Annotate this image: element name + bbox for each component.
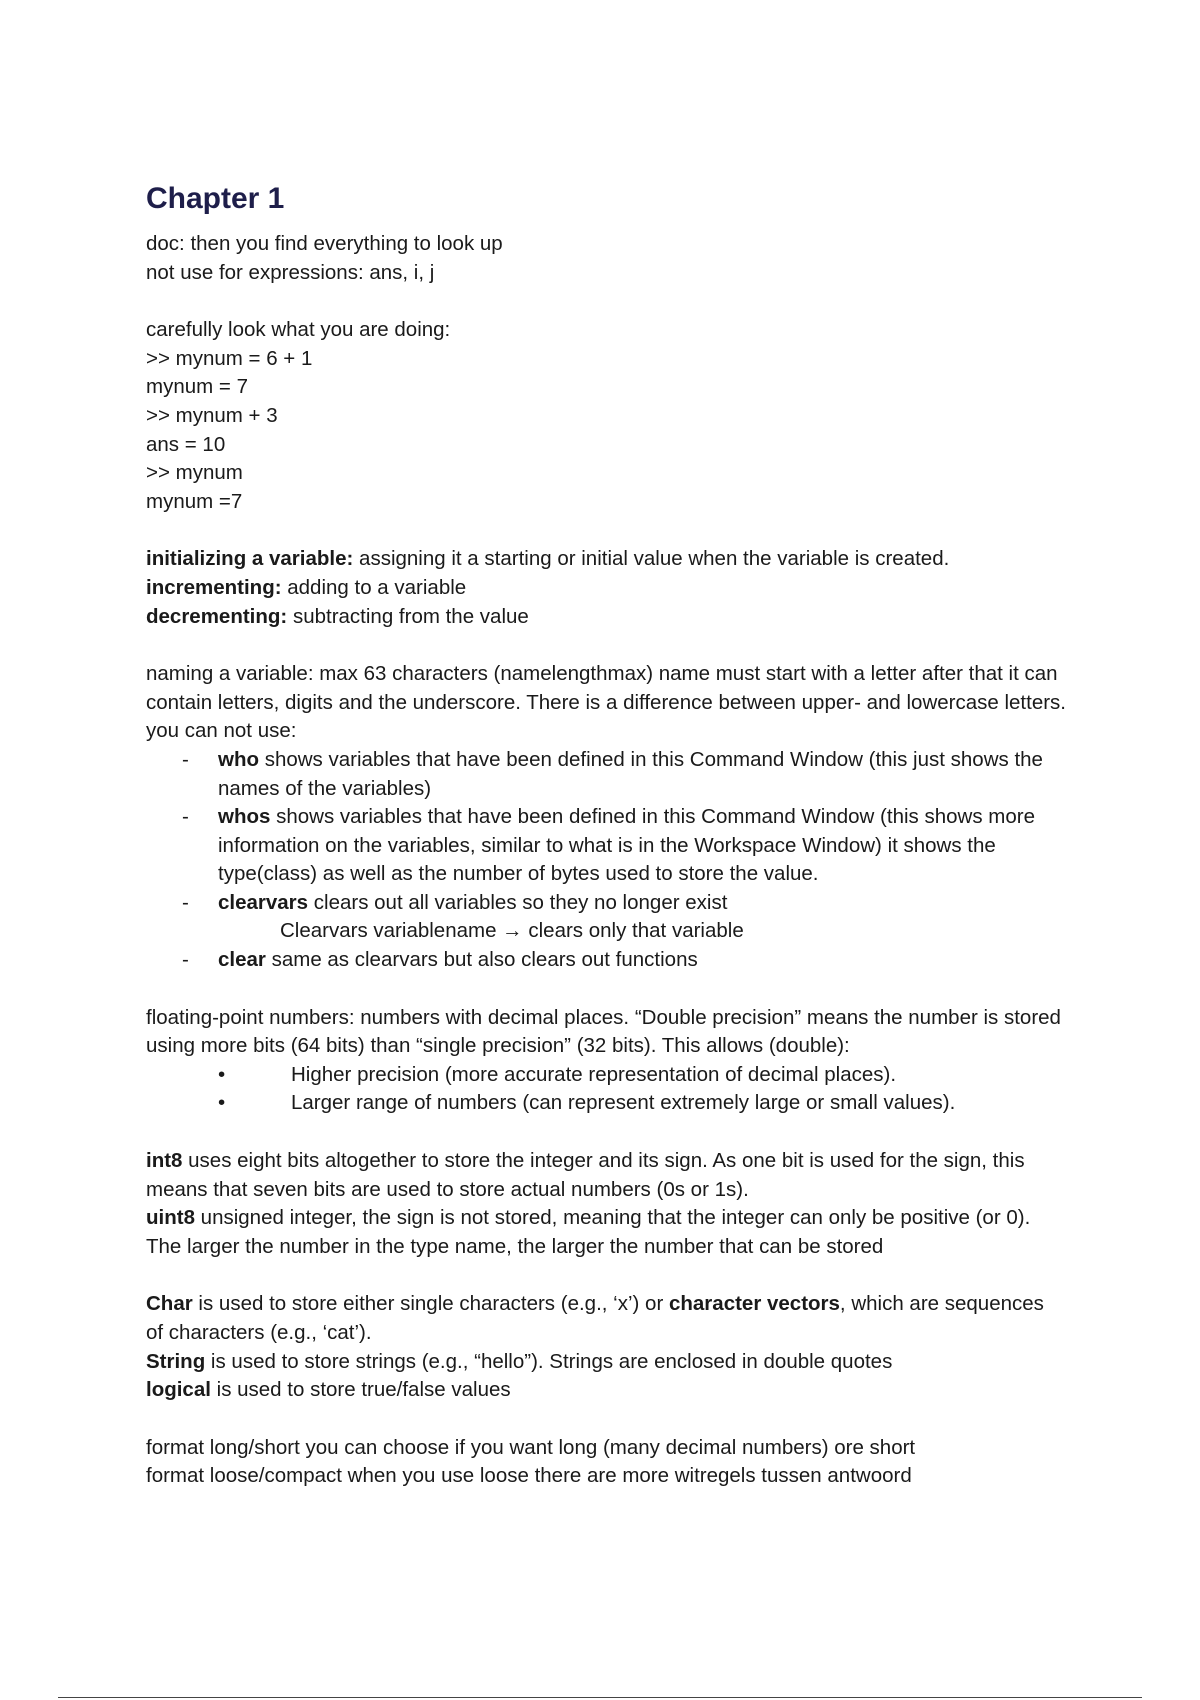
floating-text: floating-point numbers: numbers with decimal places. “Double precision” means the number is stored using more bits (64 bits) than “single precision” (32 bits). This allows (double): — [146, 1005, 1061, 1058]
command-line: ans = 10 — [146, 432, 226, 456]
list-item — [146, 746, 1066, 803]
integer-text: The larger the number in the type name, the larger the number that can be stored — [146, 1234, 884, 1258]
command-description: same as clearvars but also clears out functions — [265, 948, 698, 972]
string-text: is used to store strings (e.g., “hello”). Strings are enclosed in double quotes — [205, 1349, 893, 1373]
floating-section — [146, 1004, 1066, 1118]
command-term: clearvars — [218, 890, 309, 914]
definition-line — [146, 574, 1066, 603]
integer-paragraph — [146, 1147, 1066, 1204]
dash-marker: - — [182, 747, 189, 771]
bullet-marker: • — [218, 1091, 226, 1115]
definitions-section — [146, 545, 1066, 631]
definition-term: decrementing: — [146, 604, 288, 628]
char-paragraph — [146, 1290, 1066, 1347]
command-line: >> mynum = 6 + 1 — [146, 346, 313, 370]
string-term: String — [146, 1349, 206, 1373]
integer-term: uint8 — [146, 1206, 195, 1230]
logical-paragraph — [146, 1376, 1066, 1405]
integer-paragraph — [146, 1233, 1066, 1262]
integer-text: unsigned integer, the sign is not stored, meaning that the integer can only be positive (or 0). — [194, 1206, 1031, 1230]
command-line: >> mynum — [146, 461, 243, 485]
command-line: >> mynum + 3 — [146, 403, 278, 427]
format-line: format long/short you can choose if you want long (many decimal numbers) ore short — [146, 1435, 916, 1459]
char-term: Char — [146, 1292, 193, 1316]
logical-text: is used to store true/false values — [210, 1378, 511, 1402]
intro-section — [146, 230, 1066, 287]
dash-marker: - — [182, 948, 189, 972]
types-section — [146, 1290, 1066, 1404]
command-description: clears out all variables so they no longer exist — [308, 890, 728, 914]
dash-marker: - — [182, 890, 189, 914]
format-line: format loose/compact when you use loose there are more witregels tussen antwoord — [146, 1464, 912, 1488]
bullet-text: Larger range of numbers (can represent extremely large or small values). — [291, 1091, 956, 1115]
dash-marker: - — [182, 805, 189, 829]
command-term: clear — [218, 948, 266, 972]
double-benefits-list — [146, 1061, 1066, 1118]
command-term: whos — [218, 805, 271, 829]
list-item — [146, 1089, 1066, 1118]
char-text: is used to store either single characters (e.g., ‘x’) or — [192, 1292, 669, 1316]
naming-section — [146, 660, 1066, 975]
char-text-end: , which are sequences of characters (e.g., ‘cat’). — [146, 1292, 1044, 1344]
integer-term: int8 — [146, 1149, 183, 1173]
footer-divider — [58, 1697, 1142, 1698]
naming-text: naming a variable: max 63 characters (namelengthmax) name must start with a letter after that it can contain letters, digits and the underscore. There is a difference between upper- and lowercase letters. you can not use: — [146, 662, 1066, 743]
integers-section — [146, 1147, 1066, 1261]
list-item — [146, 889, 1066, 946]
command-line: mynum =7 — [146, 489, 243, 513]
integer-text: uses eight bits altogether to store the integer and its sign. As one bit is used for the sign, this means that seven bits are used to store actual numbers (0s or 1s). — [146, 1149, 1025, 1201]
document-page — [146, 178, 1066, 1520]
definition-text: adding to a variable — [281, 575, 467, 599]
char-vectors-term: character vectors — [668, 1292, 840, 1316]
commands-heading: carefully look what you are doing: — [146, 318, 451, 342]
list-item — [146, 803, 1066, 889]
list-item — [146, 946, 1066, 975]
command-subnote: Clearvars variablename → clears only that variable — [280, 919, 744, 943]
command-line: mynum = 7 — [146, 375, 248, 399]
format-section — [146, 1434, 1066, 1491]
definition-term: initializing a variable: — [146, 547, 354, 571]
intro-line: not use for expressions: ans, i, j — [146, 260, 435, 284]
string-paragraph — [146, 1348, 1066, 1377]
list-item — [146, 1061, 1066, 1090]
bullet-text: Higher precision (more accurate representation of decimal places). — [291, 1062, 897, 1086]
definition-text: subtracting from the value — [287, 604, 529, 628]
definition-term: incrementing: — [146, 575, 282, 599]
definition-line — [146, 603, 1066, 632]
definition-text: assigning it a starting or initial value when the variable is created. — [353, 547, 950, 571]
integer-paragraph — [146, 1204, 1066, 1233]
command-description: shows variables that have been defined in this Command Window (this just shows the names of the variables) — [218, 747, 1043, 800]
commands-section — [146, 316, 1066, 516]
reserved-command-list — [146, 746, 1066, 975]
bullet-marker: • — [218, 1062, 226, 1086]
definition-line — [146, 545, 1066, 574]
intro-line: doc: then you find everything to look up — [146, 232, 503, 255]
command-description: shows variables that have been defined in this Command Window (this shows more information on the variables, similar to what is in the Workspace Window) it shows the type(class) as well as the number of bytes used to store the value. — [218, 805, 1035, 886]
page-title: Chapter 1 — [146, 182, 285, 215]
command-term: who — [218, 747, 259, 771]
logical-term: logical — [146, 1378, 211, 1402]
